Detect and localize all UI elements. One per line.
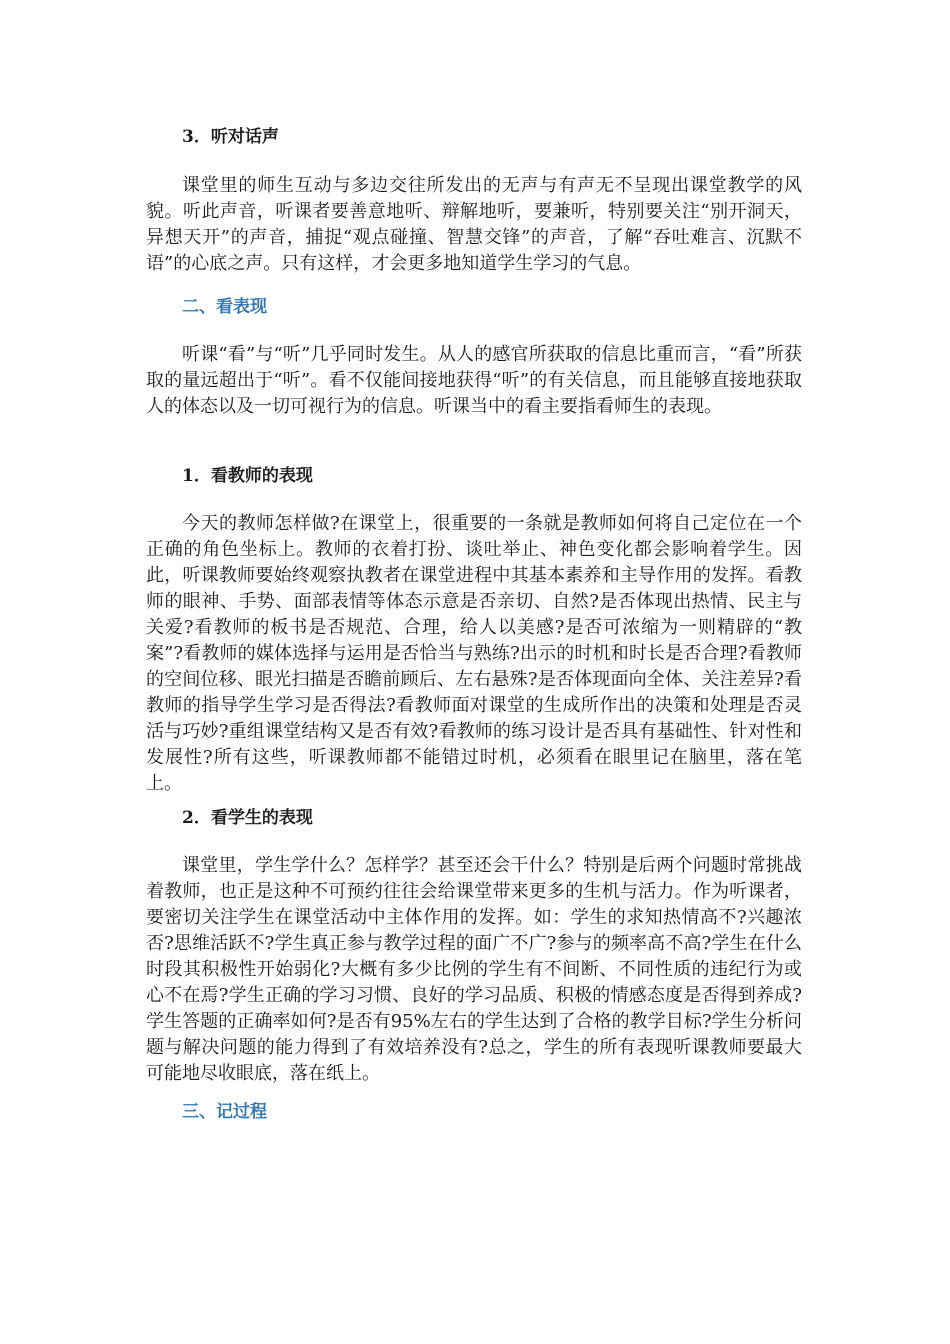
paragraph-teacher-performance: 今天的教师怎样做?在课堂上，很重要的一条就是教师如何将自己定位在一个正确的角色坐标上。教师的衣着打扮、谈吐举止、神色变化都会影响着学生。因此，听课教师要始终观察执教者在课堂进程中其基本素养和主导作用的发挥。看教师的眼神、手势、面部表情等体态示意是否亲切、自然?是否体现出热情、民主与关爱?看教师的板书是否规范、合理，给人以美感?是否可浓缩为一则精辟的“教案”?看教师的媒体选择与运用是否恰当与熟练?出示的时机和时长是否合理?看教师的空间位移、眼光扫描是否瞻前顾后、左右悬殊?是否体现面向全体、关注差异?看教师的指导学生学习是否得法?看教师面对课堂的生成所作出的决策和处理是否灵活与巧妙?重组课堂结构又是否有效?看教师的练习设计是否具有基础性、针对性和发展性?所有这些，听课教师都不能错过时机，必须看在眼里记在脑里，落在笔上。: [146, 513, 802, 794]
paragraph-listen-dialogue: 课堂里的师生互动与多边交往所发出的无声与有声无不呈现出课堂教学的风貌。听此声音，听课者要善意地听、辩解地听，要兼听，特别要关注“别开洞天，异想天开”的声音，捕捉“观点碰撞、智慧交锋”的声音，了解“吞吐难言、沉默不语”的心底之声。只有这样，才会更多地知道学生学习的气息。: [146, 175, 802, 274]
heading-section-three: 三、记过程: [182, 1102, 267, 1122]
heading-student-performance: 2．看学生的表现: [182, 808, 313, 828]
paragraph-student-performance: 课堂里，学生学什么？怎样学？甚至还会干什么？特别是后两个问题时常挑战着教师，也正是这种不可预约往往会给课堂带来更多的生机与活力。作为听课者，要密切关注学生在课堂活动中主体作用的发挥。如：学生的求知热情高不?兴趣浓否?思维活跃不?学生真正参与教学过程的面广不广?参与的频率高不高?学生在什么时段其积极性开始弱化?大概有多少比例的学生有不间断、不同性质的违纪行为或心不在焉?学生正确的学习习惯、良好的学习品质、积极的情感态度是否得到养成?学生答题的正确率如何?是否有95%左右的学生达到了合格的教学目标?学生分析问题与解决问题的能力得到了有效培养没有?总之，学生的所有表现听课教师要最大可能地尽收眼底，落在纸上。: [146, 855, 802, 1084]
heading-teacher-performance: 1．看教师的表现: [182, 466, 313, 486]
heading-section-two: 二、看表现: [182, 297, 267, 317]
heading-listen-dialogue: 3．听对话声: [182, 127, 279, 147]
paragraph-section-two: 听课“看”与“听”几乎同时发生。从人的感官所获取的信息比重而言，“看”所获取的量远超出于“听”。看不仅能间接地获得“听”的有关信息，而且能够直接地获取人的体态以及一切可视行为的信息。听课当中的看主要指看师生的表现。: [146, 344, 802, 417]
